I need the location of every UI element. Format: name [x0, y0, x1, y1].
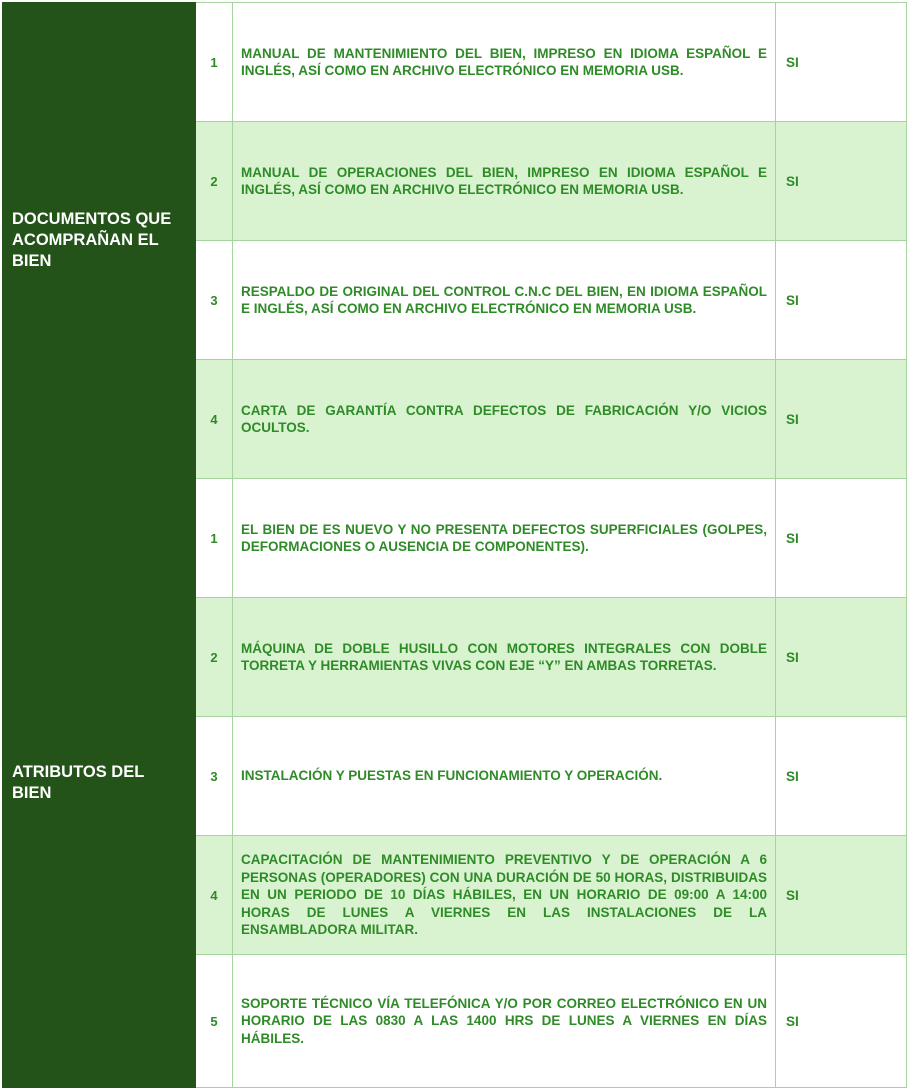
row-value: SI [776, 241, 907, 360]
table-row [3, 3, 907, 122]
row-value: SI [776, 836, 907, 955]
row-description: MANUAL DE OPERACIONES DEL BIEN, IMPRESO EN IDIOMA ESPAÑOL E INGLÉS, ASÍ COMO EN ARCHIVO ELECTRÓNICO EN MEMORIA USB. [233, 122, 776, 241]
row-number: 2 [196, 598, 233, 717]
row-value: SI [776, 955, 907, 1088]
row-description: CARTA DE GARANTÍA CONTRA DEFECTOS DE FABRICACIÓN Y/O VICIOS OCULTOS. [233, 360, 776, 479]
row-number: 3 [196, 241, 233, 360]
row-value: SI [776, 598, 907, 717]
row-description: CAPACITACIÓN DE MANTENIMIENTO PREVENTIVO Y DE OPERACIÓN A 6 PERSONAS (OPERADORES) CON UNA DURACIÓN DE 50 HORAS, DISTRIBUIDAS EN UN PERIODO DE 10 DÍAS HÁBILES, EN UN HORARIO DE 09:00 A 14:00 HORAS DE LUNES A VIERNES EN LAS INSTALACIONES DE LA ENSAMBLADORA MILITAR. [233, 836, 776, 955]
row-description: RESPALDO DE ORIGINAL DEL CONTROL C.N.C DEL BIEN, EN IDIOMA ESPAÑOL E INGLÉS, ASÍ COMO EN ARCHIVO ELECTRÓNICO EN MEMORIA USB. [233, 241, 776, 360]
section-header-documentos: DOCUMENTOS QUE ACOMPRAÑAN EL BIEN [3, 3, 196, 479]
row-description: EL BIEN DE ES NUEVO Y NO PRESENTA DEFECTOS SUPERFICIALES (GOLPES, DEFORMACIONES O AUSENCIA DE COMPONENTES). [233, 479, 776, 598]
row-number: 1 [196, 3, 233, 122]
row-number: 2 [196, 122, 233, 241]
table-row [3, 479, 907, 598]
row-number: 1 [196, 479, 233, 598]
row-description: MÁQUINA DE DOBLE HUSILLO CON MOTORES INTEGRALES CON DOBLE TORRETA Y HERRAMIENTAS VIVAS CON EJE “Y” EN AMBAS TORRETAS. [233, 598, 776, 717]
row-number: 4 [196, 360, 233, 479]
row-value: SI [776, 360, 907, 479]
requirements-table [2, 2, 907, 1088]
section-header-atributos: ATRIBUTOS DEL BIEN [3, 479, 196, 1088]
row-description: MANUAL DE MANTENIMIENTO DEL BIEN, IMPRESO EN IDIOMA ESPAÑOL E INGLÉS, ASÍ COMO EN ARCHIVO ELECTRÓNICO EN MEMORIA USB. [233, 3, 776, 122]
row-number: 5 [196, 955, 233, 1088]
row-value: SI [776, 479, 907, 598]
row-value: SI [776, 122, 907, 241]
row-value: SI [776, 3, 907, 122]
row-number: 4 [196, 836, 233, 955]
row-description: SOPORTE TÉCNICO VÍA TELEFÓNICA Y/O POR CORREO ELECTRÓNICO EN UN HORARIO DE LAS 0830 A LAS 1400 HRS DE LUNES A VIERNES EN DÍAS HÁBILES. [233, 955, 776, 1088]
row-number: 3 [196, 717, 233, 836]
row-value: SI [776, 717, 907, 836]
row-description: INSTALACIÓN Y PUESTAS EN FUNCIONAMIENTO Y OPERACIÓN. [233, 717, 776, 836]
